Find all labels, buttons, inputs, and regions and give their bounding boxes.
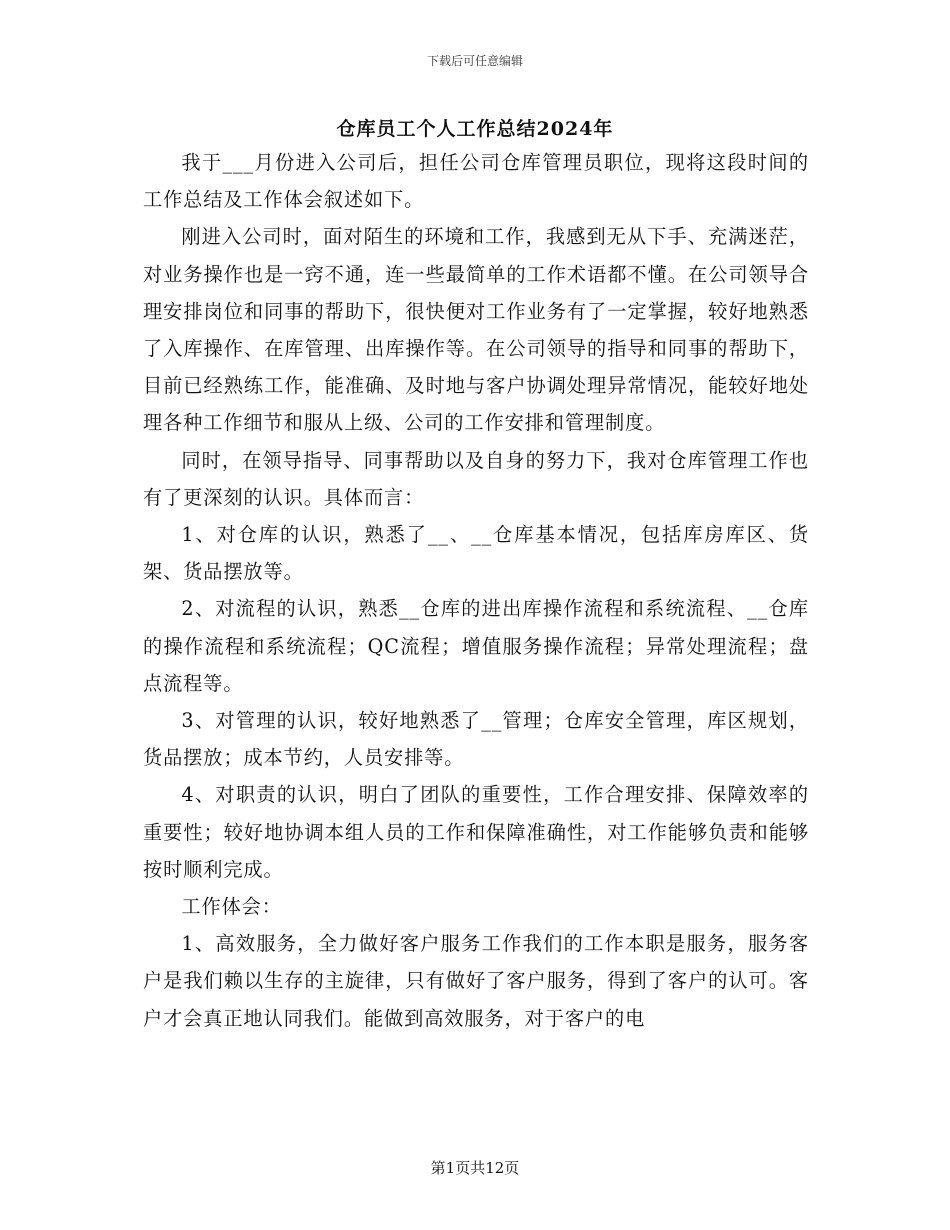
paragraph-item-management: 3、对管理的认识，较好地熟悉了__管理；仓库安全管理，库区规划，货品摆放；成本节约，人员安排等。 bbox=[143, 709, 809, 770]
paragraph-intro: 我于___月份进入公司后，担任公司仓库管理员职位，现将这段时间的工作总结及工作体会叙述如下。 bbox=[143, 151, 809, 212]
paragraph-item-duty: 4、对职责的认识，明白了团队的重要性，工作合理安排、保障效率的重要性；较好地协调本组人员的工作和保障准确性，对工作能够负责和能够按时顺利完成。 bbox=[143, 783, 809, 881]
header-note: 下载后可任意编辑 bbox=[426, 54, 523, 68]
paragraph-understanding: 同时，在领导指导、同事帮助以及自身的努力下，我对仓库管理工作也有了更深刻的认识。具体而言： bbox=[143, 448, 809, 509]
paragraph-item-process: 2、对流程的认识，熟悉__仓库的进出库操作流程和系统流程、__仓库的操作流程和系统流程；QC流程；增值服务操作流程；异常处理流程；盘点流程等。 bbox=[143, 597, 809, 695]
document-body bbox=[143, 144, 809, 1037]
page-footer: 第1页共12页 bbox=[430, 1159, 520, 1177]
paragraph-item-warehouse: 1、对仓库的认识，熟悉了__、__仓库基本情况，包括库房库区、货架、货品摆放等。 bbox=[143, 523, 809, 584]
paragraph-start: 刚进入公司时，面对陌生的环境和工作，我感到无从下手、充满迷茫，对业务操作也是一窍不通，连一些最简单的工作术语都不懂。在公司领导合理安排岗位和同事的帮助下，很快便对工作业务有了一定掌握，较好地熟悉了入库操作、在库管理、出库操作等。在公司领导的指导和同事的帮助下，目前已经熟练工作，能准确、及时地与客户协调处理异常情况，能较好地处理各种工作细节和服从上级、公司的工作安排和管理制度。 bbox=[143, 225, 809, 435]
document-title: 仓库员工个人工作总结2024年 bbox=[336, 118, 614, 140]
paragraph-heading-experience: 工作体会： bbox=[181, 895, 282, 919]
paragraph-item-service: 1、高效服务，全力做好客户服务工作我们的工作本职是服务，服务客户是我们赖以生存的主旋律，只有做好了客户服务，得到了客户的认可。客户才会真正地认同我们。能做到高效服务，对于客户的电 bbox=[143, 932, 809, 1030]
